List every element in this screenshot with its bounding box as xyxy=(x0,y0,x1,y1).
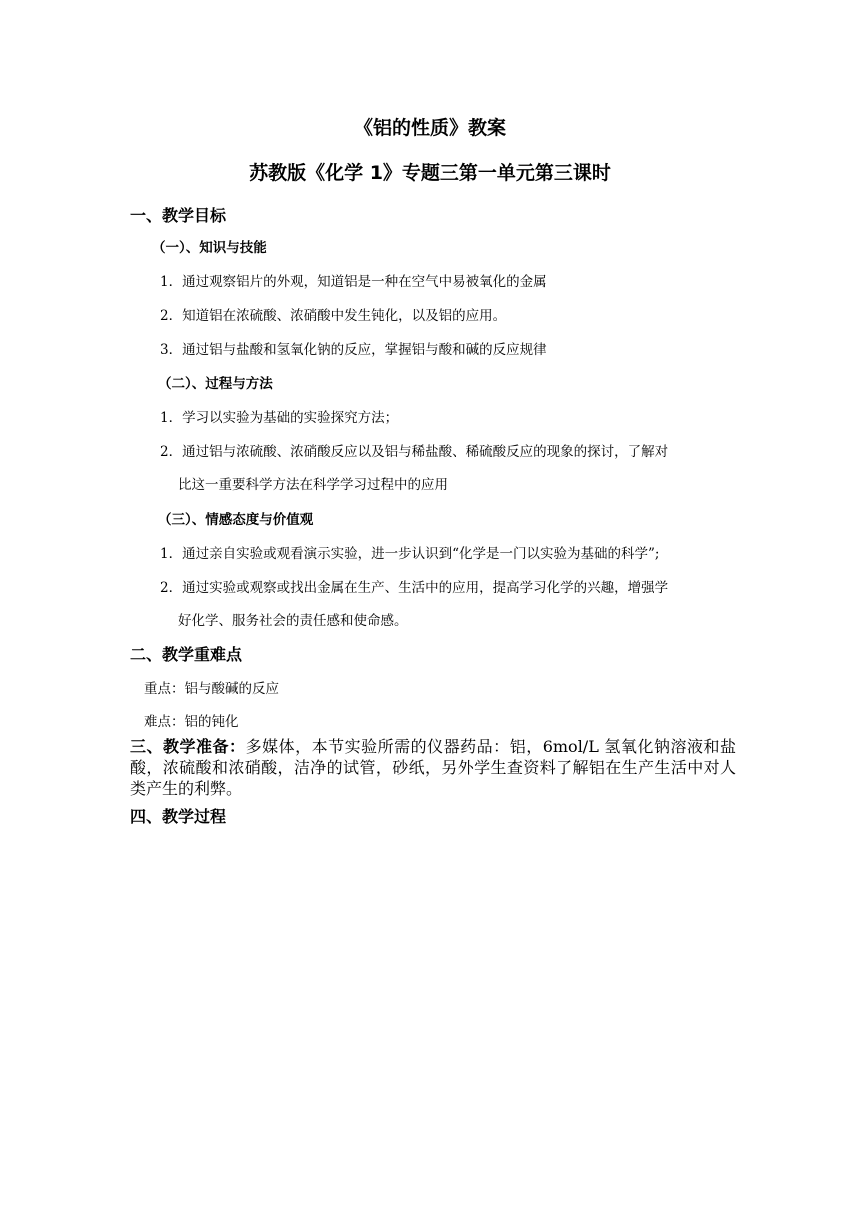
section-heading-objectives: 一、教学目标 xyxy=(130,206,227,225)
key-point-text: 重点：铝与酸碱的反应 xyxy=(144,681,279,697)
list-item-continuation: 比这一重要科学方法在科学学习过程中的应用 xyxy=(178,477,448,493)
subsection-heading-process: （二）、过程与方法 xyxy=(158,376,273,392)
subsection-heading-attitude: （三）、情感态度与价值观 xyxy=(158,512,314,528)
section-heading-preparation: 三、教学准备： xyxy=(130,737,246,756)
section-heading-process: 四、教学过程 xyxy=(130,807,227,826)
document-subtitle: 苏教版《化学 1》专题三第一单元第三课时 xyxy=(249,162,611,184)
subsection-heading-knowledge: （一）、知识与技能 xyxy=(152,240,267,256)
difficult-point-text: 难点：铝的钝化 xyxy=(144,714,239,730)
list-item: 2．通过铝与浓硫酸、浓硝酸反应以及铝与稀盐酸、稀硫酸反应的现象的探讨，了解对 xyxy=(160,444,669,460)
list-item-continuation: 好化学、服务社会的责任感和使命感。 xyxy=(178,613,408,629)
list-item: 2．通过实验或观察或找出金属在生产、生活中的应用，提高学习化学的兴趣，增强学 xyxy=(160,580,669,596)
section-heading-key-points: 二、教学重难点 xyxy=(130,645,243,664)
preparation-text: 多媒体，本节实验所需的仪器药品：铝，6mol/L 氢氧化钠溶液和盐酸，浓硫酸和浓硝酸，洁净的试管，砂纸，另外学生查资料了解铝在生产生活中对人类产生的利弊。 xyxy=(130,737,736,798)
section-preparation xyxy=(130,736,736,799)
list-item: 3．通过铝与盐酸和氢氧化钠的反应，掌握铝与酸和碱的反应规律 xyxy=(160,342,547,358)
list-item: 2．知道铝在浓硫酸、浓硝酸中发生钝化，以及铝的应用。 xyxy=(160,308,507,324)
list-item: 1．通过观察铝片的外观，知道铝是一种在空气中易被氧化的金属 xyxy=(160,274,547,290)
list-item: 1．通过亲自实验或观看演示实验，进一步认识到“化学是一门以实验为基础的科学”; xyxy=(160,546,660,562)
list-item: 1．学习以实验为基础的实验探究方法； xyxy=(160,410,399,426)
document-title: 《铝的性质》教案 xyxy=(353,117,506,139)
